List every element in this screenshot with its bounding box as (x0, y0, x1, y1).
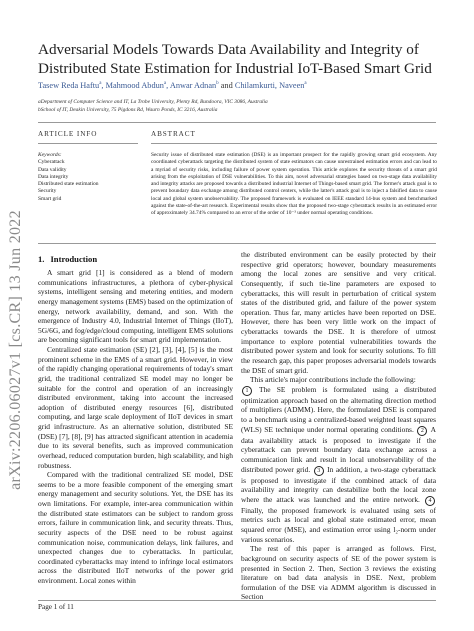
contributions-paragraph (241, 385, 436, 545)
contribution-text: Finally, the proposed framework is evaluated using sets of metrics such as local and global state estimated error, mean squared error (MSE), and estimation error using l₂-norm under various scenarios. (241, 505, 436, 544)
page-number: Page 1 of 11 (38, 603, 74, 611)
author-affiliation-mark: a (99, 81, 102, 87)
affiliations (38, 98, 458, 114)
author-name: Tasew Reda (38, 81, 79, 90)
author-affiliation-mark: a (163, 81, 167, 87)
author-affiliation-mark: b (216, 81, 219, 87)
contribution-text: The SE problem is formulated using a distributed optimization approach based on the alternating direction method of multipliers (ADMM). Here, the formulated DSE is compared to a benchmark using a centralized-based weighted least squares (WLS) SE technique under normal operating conditions. (241, 384, 436, 434)
keyword: Data integrity (38, 173, 69, 180)
paragraph: the distributed environment can be easily protected by their respective grid operators; however, boundary measurements among the local zones are sensitive and very critical. Consequently, if such tie-line parameters are exposed to cyberattacks, this will result in perturbation of critical system states of the distributed grid, and failure of the power system operation. Thus far, many articles have been reported on DSE. However, there has been very little work on the impact of cyberattacks towards the DSE. It is therefore of utmost importance to explore potential vulnerabilities towards the distributed power system and look for security solutions. To fill the research gap, this paper proposes adversarial models towards the DSE of smart grid. (241, 250, 436, 375)
paragraph: This article's major contributions include the following: (250, 375, 416, 385)
paragraph: A smart grid [1] is considered as a blend of modern communications infrastructures, a plethora of cyber-physical systems, intelligent sensing and metering entities, and modern energy management systems (EMS) based on the optimization of energy, network availability, demand, and son. With the emergence of Industry 4.0, Industrial Internet of Things (IIoT), 5G/6G, and fog/edge/cloud computing, intelligent EMS solutions are becoming significant tools for smart grid implementation. (38, 268, 233, 345)
arxiv-stamp-text: arXiv:2206.06027v1 [cs.CR] 13 Jun 2022 (7, 210, 24, 490)
author-name: Haftu (80, 81, 100, 90)
arxiv-stamp (5, 130, 27, 570)
keywords-block (38, 152, 158, 203)
author-name: Naveen (279, 81, 305, 90)
keyword: Data validity (38, 166, 67, 173)
abstract-text: Security issue of distributed state estimation (DSE) is an important prospect for the rapidly growing smart grid ecosystem. Any coordinated cyberattack targeting the distributed system of state estimators can cause unrestrained estimation errors and can lead to a myriad of security risks, including failure of power system operation. This article explores the security threats of a smart grid arising from the exploitation of DSE vulnerabilities. To this aim, novel adversarial strategies based on two-stage data availability and integrity attacks are proposed towards a distributed industrial Internet of Things-based smart grid. The former's attack goal is to prevent boundary data exchange among distributed control centers, while the latter's attack goal is to inject a falsified data to cause local and global system unobservability. The proposed framework is evaluated on IEEE standard 14-bus system and benchmarked against the state-of-the-art research. Experimental results show that the proposed two-stage cyberattack results in an estimated error of approximately 34.74% compared to an error of the order of 10⁻³ under normal operating conditions. (151, 152, 437, 216)
contribution-number: 1 (242, 386, 252, 396)
paragraph: The rest of this paper is arranged as follows. First, background on security aspects of SE of the power system is presented in Section 2. Then, Section 3 reviews the existing literature on bad data analysis in DSE. Next, problem formulation of the DSE via ADMM algorithm is discussed in Section (241, 544, 436, 602)
keyword: Security (38, 188, 57, 195)
author-name: Mahmood (105, 81, 140, 90)
abstract-heading: ABSTRACT (151, 130, 196, 138)
author-name: Chilamkurti (234, 81, 275, 90)
author-affiliation-mark: a (304, 81, 307, 87)
paper-title: Adversarial Models Towards Data Availability and Integrity of Distributed State Estimation for Industrial IoT-Based Smart Grid (38, 41, 432, 77)
divider (151, 143, 437, 144)
divider (38, 122, 436, 123)
keywords-label: Keywords: (38, 152, 62, 158)
article-info-heading: ARTICLE INFO (38, 130, 98, 138)
author-list: Tasew Reda Haftu$^a$, Mahmood Abdun$^a$, Anwar Adnan$^b$ and Chilamkurti, Naveen$^a$ (38, 81, 307, 90)
section-number: 1. (38, 254, 45, 264)
contribution-text: In addition, a two-stage cyberattack is proposed to investigate if the combined attack of data availability and integrity can destabilize both the local zone where the attack was launched and the entire network. (241, 464, 437, 504)
paragraph: Centralized state estimation (SE) [2], [3], [4], [5] is the most prominent scheme in the EMS of a smart grid. However, in view of the rapidly changing operational requirements of today's smart grid, the traditional centralized SE model may no longer be suitable for the control and operation of an increasingly distributed environment, taking into account the increased adoption of distributed energy resources [6], distributed computing, and large scale deployment of IIoT devices in smart grid infrastructure. As an alternative solution, distributed SE (DSE) [7], [8], [9] has attracted significant attention in academia due to its several benefits, such as improved communication overhead, reduced computation burden, high scalability, and high robustness. (38, 345, 233, 470)
keyword: Distributed state estimation (38, 181, 99, 188)
footer-divider (38, 600, 436, 601)
contribution-number: 2 (417, 426, 427, 436)
paragraph: Compared with the traditional centralized SE model, DSE seems to be a more feasible component of the emerging smart energy management and security solutions. Yet, the DSE has its own limitations. For example, inter-area communication within the distributed state estimators can be subject to random gross errors, failure in communication link, and security threats. Thus, security aspects of the DSE need to be robust against communication noise, communication delays, link failures, and unexpected changes due to cyberattacks. In particular, coordinated cyberattacks may intend to infringe local estimators across the distributed IIoT networks of the power grid environment. Local zones within (38, 470, 233, 585)
contribution-number: 3 (314, 466, 324, 476)
divider (38, 243, 436, 244)
contribution-text: A data availability attack is proposed to investigate if the cyberattack can prevent boundary data exchange across a communication link and result in local unobservability of the distributed power grid. (241, 424, 436, 474)
author-name: Anwar (169, 81, 193, 90)
divider (38, 143, 138, 144)
author-name: Adnan (194, 81, 217, 90)
keyword: Cyberattack (38, 159, 65, 166)
keyword: Smart grid (38, 195, 62, 202)
section-title: Introduction (50, 254, 98, 264)
author-name: and (220, 81, 233, 90)
column-left (38, 268, 233, 586)
affiliation-a: aDepartment of Computer Science and IT, La Trobe University, Plenty Rd, Bundoora, VIC 3086, Australia (38, 99, 268, 105)
section-heading (38, 254, 97, 264)
column-right (241, 250, 436, 602)
affiliation-b: bSchool of IT, Deakin University, 75 Pigdons Rd, Waurn Ponds, IC 3216, Australia (38, 107, 218, 113)
contribution-number: 4 (425, 496, 435, 506)
author-name: Abdun (141, 81, 164, 90)
